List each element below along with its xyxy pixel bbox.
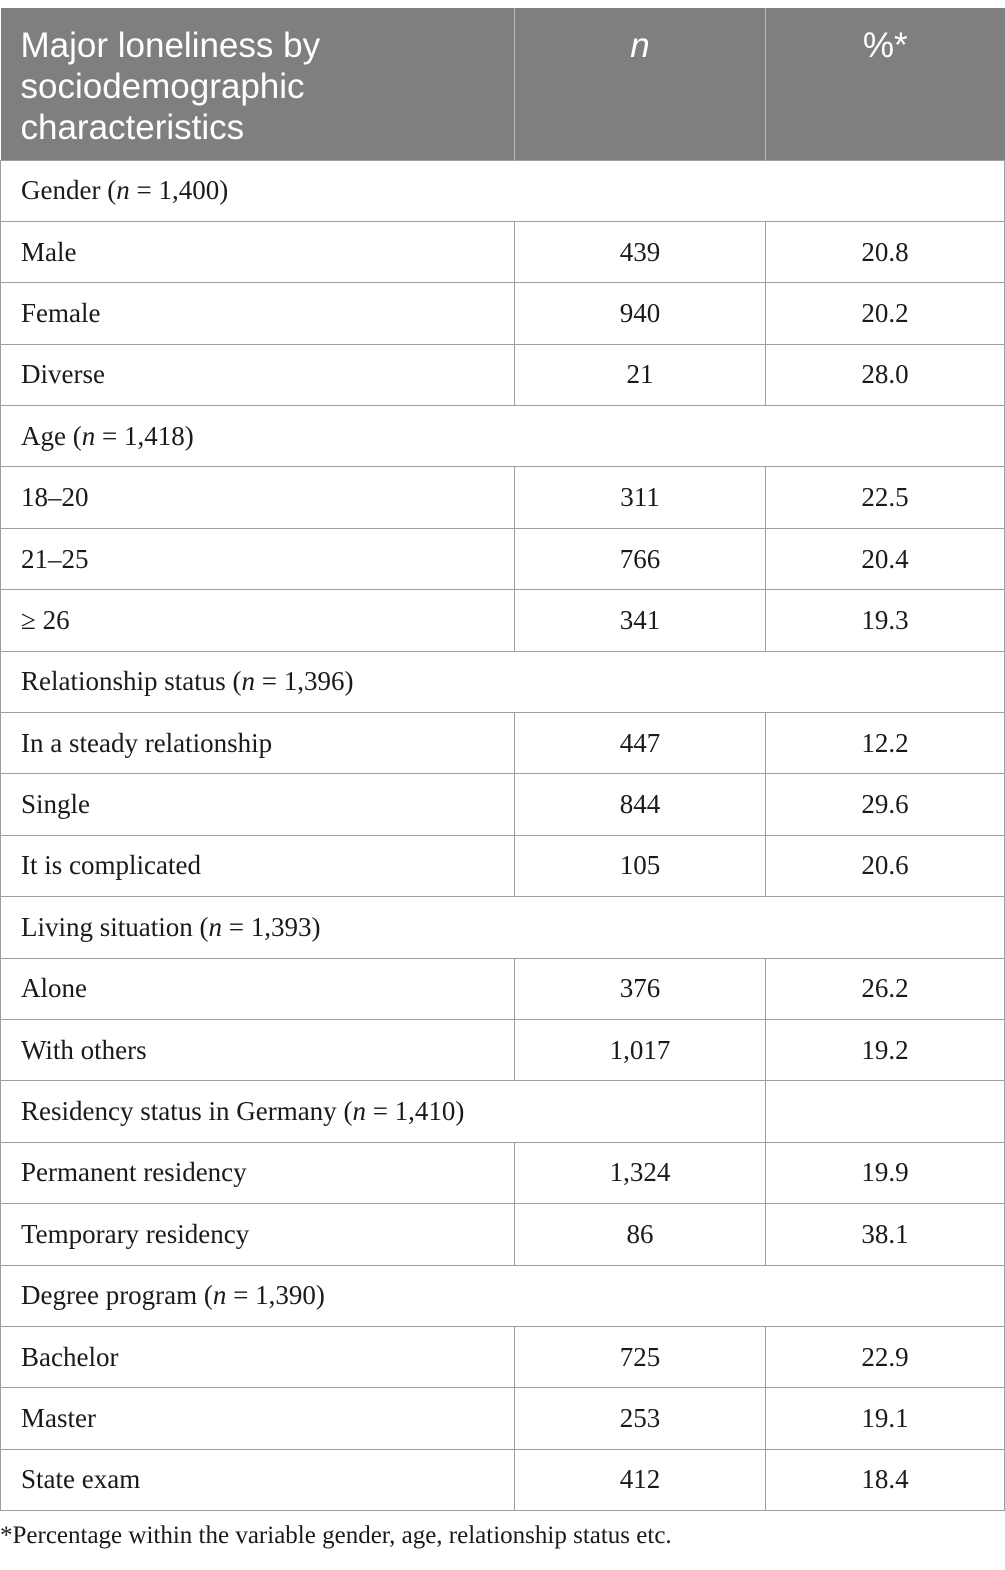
table-row <box>1 1388 1005 1449</box>
row-label: ≥ 26 <box>1 590 515 651</box>
table-row <box>1 713 1005 774</box>
group-n-value: = 1,393) <box>222 911 321 942</box>
table-row <box>1 344 1005 405</box>
row-n: 766 <box>515 528 766 589</box>
table-row <box>1 1449 1005 1510</box>
group-row <box>1 1265 1005 1326</box>
row-n: 447 <box>515 713 766 774</box>
header-percent: %* <box>766 8 1005 160</box>
group-n-var: n <box>241 666 255 697</box>
row-n: 940 <box>515 283 766 344</box>
header-n <box>515 8 766 160</box>
row-percent: 18.4 <box>766 1449 1005 1510</box>
row-label: Temporary residency <box>1 1204 515 1265</box>
row-percent: 26.2 <box>766 958 1005 1019</box>
row-n: 844 <box>515 774 766 835</box>
row-label: Bachelor <box>1 1326 515 1387</box>
group-n-value: = 1,390) <box>226 1280 325 1311</box>
group-name: Relationship status <box>21 666 226 697</box>
table-row <box>1 528 1005 589</box>
row-n: 105 <box>515 835 766 896</box>
row-label: 18–20 <box>1 467 515 528</box>
group-n-value: = 1,396) <box>255 666 354 697</box>
row-n: 439 <box>515 221 766 282</box>
group-name: Degree program <box>21 1280 198 1311</box>
row-label: State exam <box>1 1449 515 1510</box>
group-n-var: n <box>81 420 96 451</box>
row-label: Diverse <box>1 344 515 405</box>
table-footnote: *Percentage within the variable gender, age, relationship status etc. <box>0 1522 672 1549</box>
group-row <box>1 897 1005 958</box>
group-row <box>1 651 1005 712</box>
table-row <box>1 835 1005 896</box>
table-row <box>1 1326 1005 1387</box>
group-label <box>1 406 1005 467</box>
row-n: 21 <box>515 344 766 405</box>
group-label <box>1 897 1005 958</box>
row-percent: 22.9 <box>766 1326 1005 1387</box>
group-n-prefix: ( <box>232 666 242 697</box>
loneliness-table <box>0 8 1005 1511</box>
row-percent: 22.5 <box>766 467 1005 528</box>
data-table-container <box>0 8 1004 1511</box>
group-n-var: n <box>116 175 130 206</box>
row-label: Master <box>1 1388 515 1449</box>
group-n-prefix: ( <box>199 911 209 942</box>
row-label: Permanent residency <box>1 1142 515 1203</box>
row-percent: 28.0 <box>766 344 1005 405</box>
row-n: 341 <box>515 590 766 651</box>
empty-cell <box>766 1081 1005 1142</box>
group-name: Gender <box>21 175 101 206</box>
group-row <box>1 1081 1005 1142</box>
row-label: With others <box>1 1019 515 1080</box>
row-n: 311 <box>515 467 766 528</box>
group-n-prefix: ( <box>203 1280 213 1311</box>
row-percent: 19.2 <box>766 1019 1005 1080</box>
row-n: 725 <box>515 1326 766 1387</box>
row-label: It is complicated <box>1 835 515 896</box>
table-row <box>1 590 1005 651</box>
group-n-prefix: ( <box>107 175 117 206</box>
table-row <box>1 467 1005 528</box>
table-body <box>1 160 1005 1511</box>
row-n: 1,017 <box>515 1019 766 1080</box>
group-n-var: n <box>352 1096 366 1127</box>
row-percent: 20.8 <box>766 221 1005 282</box>
group-label <box>1 160 1005 221</box>
group-label <box>1 1081 766 1142</box>
group-n-var: n <box>208 911 222 942</box>
row-label: Single <box>1 774 515 835</box>
group-label <box>1 651 1005 712</box>
row-label: Female <box>1 283 515 344</box>
table-row <box>1 1142 1005 1203</box>
table-row <box>1 1019 1005 1080</box>
row-percent: 20.6 <box>766 835 1005 896</box>
row-label: In a steady relationship <box>1 713 515 774</box>
row-n: 412 <box>515 1449 766 1510</box>
row-percent: 12.2 <box>766 713 1005 774</box>
table-row <box>1 283 1005 344</box>
row-percent: 19.9 <box>766 1142 1005 1203</box>
table-row <box>1 221 1005 282</box>
group-n-var: n <box>212 1280 227 1311</box>
row-percent: 20.4 <box>766 528 1005 589</box>
group-row <box>1 406 1005 467</box>
row-percent: 29.6 <box>766 774 1005 835</box>
group-name: Age <box>21 420 66 451</box>
row-label: 21–25 <box>1 528 515 589</box>
row-n: 376 <box>515 958 766 1019</box>
group-name: Living situation <box>21 911 193 942</box>
group-name: Residency status in Germany <box>21 1096 337 1127</box>
row-n: 253 <box>515 1388 766 1449</box>
group-n-value: = 1,418) <box>95 420 194 451</box>
group-row <box>1 160 1005 221</box>
row-n: 1,324 <box>515 1142 766 1203</box>
group-n-value: = 1,400) <box>129 175 229 206</box>
table-header-row <box>1 8 1005 160</box>
row-percent: 19.1 <box>766 1388 1005 1449</box>
row-percent: 19.3 <box>766 590 1005 651</box>
row-percent: 20.2 <box>766 283 1005 344</box>
group-n-prefix: ( <box>72 420 82 451</box>
row-n: 86 <box>515 1204 766 1265</box>
table-row <box>1 774 1005 835</box>
group-label <box>1 1265 1005 1326</box>
row-percent: 38.1 <box>766 1204 1005 1265</box>
row-label: Alone <box>1 958 515 1019</box>
header-characteristics: Major loneliness by sociodemographic characteristics <box>1 8 515 160</box>
group-n-prefix: ( <box>343 1096 353 1127</box>
header-n-label: n <box>630 26 650 65</box>
row-label: Male <box>1 221 515 282</box>
table-row <box>1 958 1005 1019</box>
table-row <box>1 1204 1005 1265</box>
group-n-value: = 1,410) <box>365 1096 465 1127</box>
